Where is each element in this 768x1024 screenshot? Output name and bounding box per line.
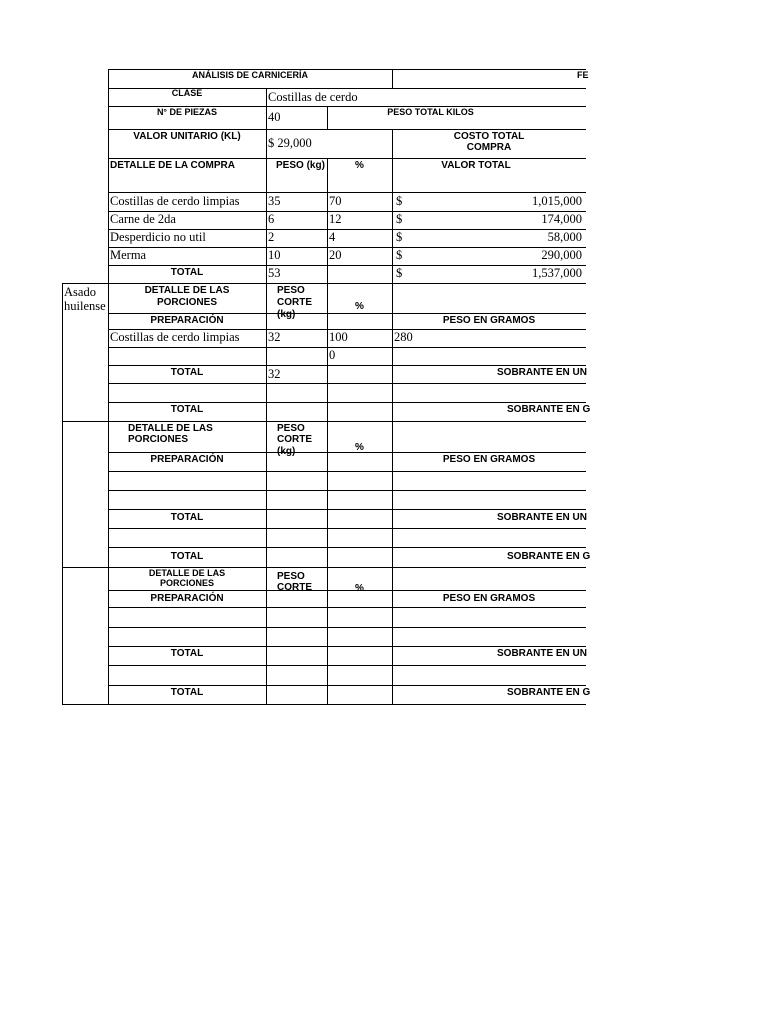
gridline — [108, 490, 586, 491]
detalle-porciones-label: DETALLE DE LAS — [144, 285, 230, 296]
gridline — [327, 158, 328, 704]
row-currency: $ — [396, 248, 403, 262]
section-side-label-2: huilense — [64, 299, 106, 313]
row-currency: $ — [396, 212, 403, 226]
detalle-porciones-label-2: PORCIONES — [128, 434, 189, 445]
gridline — [266, 88, 267, 704]
pct-label: % — [355, 301, 364, 312]
clase-label: CLASE — [171, 88, 203, 98]
porcion-row-name: Costillas de cerdo limpias — [110, 330, 240, 344]
porciones-total-label-2: TOTAL — [170, 687, 204, 698]
peso-gramos-label: PESO EN GRAMOS — [442, 454, 536, 465]
porciones-total-peso: 32 — [268, 367, 281, 381]
porciones-total-label-2: TOTAL — [170, 404, 204, 415]
sobrante-gramos-label: SOBRANTE EN G — [507, 687, 591, 698]
porciones-total-label: TOTAL — [170, 512, 204, 523]
peso-corte-label: PESO — [277, 285, 305, 296]
sobrante-unidades-label: SOBRANTE EN UN — [497, 512, 588, 523]
pct-label: % — [355, 583, 364, 594]
row-pct: 20 — [329, 248, 342, 262]
sobrante-gramos-label: SOBRANTE EN G — [507, 404, 591, 415]
gridline — [108, 313, 586, 314]
porciones-total-label-2: TOTAL — [170, 551, 204, 562]
gridline — [108, 646, 586, 647]
valor-unitario-label: VALOR UNITARIO (KL) — [133, 131, 241, 142]
peso-gramos-label: PESO EN GRAMOS — [442, 593, 536, 604]
valor-unitario-value: $ 29,000 — [268, 136, 312, 150]
clase-value: Costillas de cerdo — [268, 90, 358, 104]
peso-corte-label-2: CORTE — [277, 434, 312, 445]
gridline — [392, 129, 393, 704]
fecha-label: FE — [577, 70, 589, 80]
gridline — [108, 471, 586, 472]
valor-total-header: VALOR TOTAL — [441, 160, 511, 171]
gridline — [108, 192, 586, 193]
row-peso: 2 — [268, 230, 275, 244]
gridline — [62, 567, 586, 568]
piezas-value: 40 — [268, 110, 281, 124]
gridline — [108, 547, 586, 548]
gridline — [108, 402, 586, 403]
gridline — [108, 247, 586, 248]
gridline — [392, 69, 393, 88]
total-currency: $ — [396, 266, 403, 280]
gridline — [108, 347, 586, 348]
piezas-label: N° DE PIEZAS — [156, 107, 218, 117]
row-pct: 4 — [329, 230, 336, 244]
row-pct: 12 — [329, 212, 342, 226]
row-name: Costillas de cerdo limpias — [110, 194, 240, 208]
section-side-label: Asado — [64, 285, 96, 299]
row-valor: 290,000 — [541, 248, 582, 262]
row-name: Desperdicio no util — [110, 230, 206, 244]
porciones-total-label: TOTAL — [170, 648, 204, 659]
row-pct: 70 — [329, 194, 342, 208]
pct-label: % — [355, 442, 364, 453]
gridline — [108, 607, 586, 608]
gridline — [108, 211, 586, 212]
gridline — [108, 528, 586, 529]
sheet-title: ANÁLISIS DE CARNICERÍA — [191, 70, 308, 80]
porcion-row-pct: 100 — [329, 330, 348, 344]
peso-corte-label: PESO — [277, 423, 305, 434]
total-peso: 53 — [268, 266, 281, 280]
gridline — [108, 590, 586, 591]
costo-total-label-2: COMPRA — [466, 142, 512, 153]
detalle-porciones-label: DETALLE DE LAS — [148, 568, 226, 578]
peso-gramos-label: PESO EN GRAMOS — [442, 315, 536, 326]
sobrante-unidades-label: SOBRANTE EN UN — [497, 648, 588, 659]
total-valor: 1,537,000 — [532, 266, 582, 280]
row-peso: 10 — [268, 248, 281, 262]
porciones-total-label: TOTAL — [170, 367, 204, 378]
gridline — [108, 69, 109, 704]
gridline — [108, 265, 586, 266]
porcion-row-pct: 0 — [329, 348, 336, 362]
gridline — [108, 627, 586, 628]
row-name: Merma — [110, 248, 147, 262]
gridline — [62, 704, 586, 705]
row-valor: 174,000 — [541, 212, 582, 226]
peso-corte-label-3: (kg) — [277, 446, 296, 457]
sobrante-gramos-label: SOBRANTE EN G — [507, 551, 591, 562]
peso-corte-label-3: (kg) — [277, 309, 296, 320]
gridline — [62, 283, 63, 704]
row-valor: 1,015,000 — [532, 194, 582, 208]
gridline — [108, 509, 586, 510]
preparacion-label: PREPARACIÓN — [150, 593, 224, 604]
porcion-row-gramos: 280 — [394, 330, 413, 344]
row-peso: 35 — [268, 194, 281, 208]
detalle-porciones-label: DETALLE DE LAS — [128, 423, 213, 434]
row-currency: $ — [396, 194, 403, 208]
row-currency: $ — [396, 230, 403, 244]
porcion-row-peso: 32 — [268, 330, 281, 344]
costo-total-label: COSTO TOTAL — [453, 131, 525, 142]
gridline — [62, 421, 586, 422]
gridline — [108, 383, 586, 384]
gridline — [108, 685, 586, 686]
pct-header: % — [355, 160, 364, 171]
peso-corte-label: PESO — [277, 571, 305, 582]
peso-total-label: PESO TOTAL KILOS — [387, 107, 474, 117]
detalle-porciones-label-2: PORCIONES — [159, 578, 214, 588]
preparacion-label: PREPARACIÓN — [150, 315, 224, 326]
gridline — [108, 69, 586, 70]
gridline — [108, 365, 586, 366]
gridline — [108, 158, 586, 159]
total-label: TOTAL — [170, 267, 204, 278]
preparacion-label: PREPARACIÓN — [150, 454, 224, 465]
peso-corte-label-2: CORTE — [277, 297, 312, 308]
row-peso: 6 — [268, 212, 275, 226]
peso-header: PESO (kg) — [276, 160, 325, 171]
gridline — [62, 283, 586, 284]
detalle-compra-header: DETALLE DE LA COMPRA — [110, 160, 235, 171]
gridline — [108, 452, 586, 453]
gridline — [108, 129, 586, 130]
peso-corte-label-2: CORTE — [277, 582, 312, 593]
gridline — [108, 665, 586, 666]
row-name: Carne de 2da — [110, 212, 176, 226]
detalle-porciones-label-2: PORCIONES — [156, 297, 217, 308]
row-valor: 58,000 — [547, 230, 582, 244]
sobrante-unidades-label: SOBRANTE EN UN — [497, 367, 588, 378]
